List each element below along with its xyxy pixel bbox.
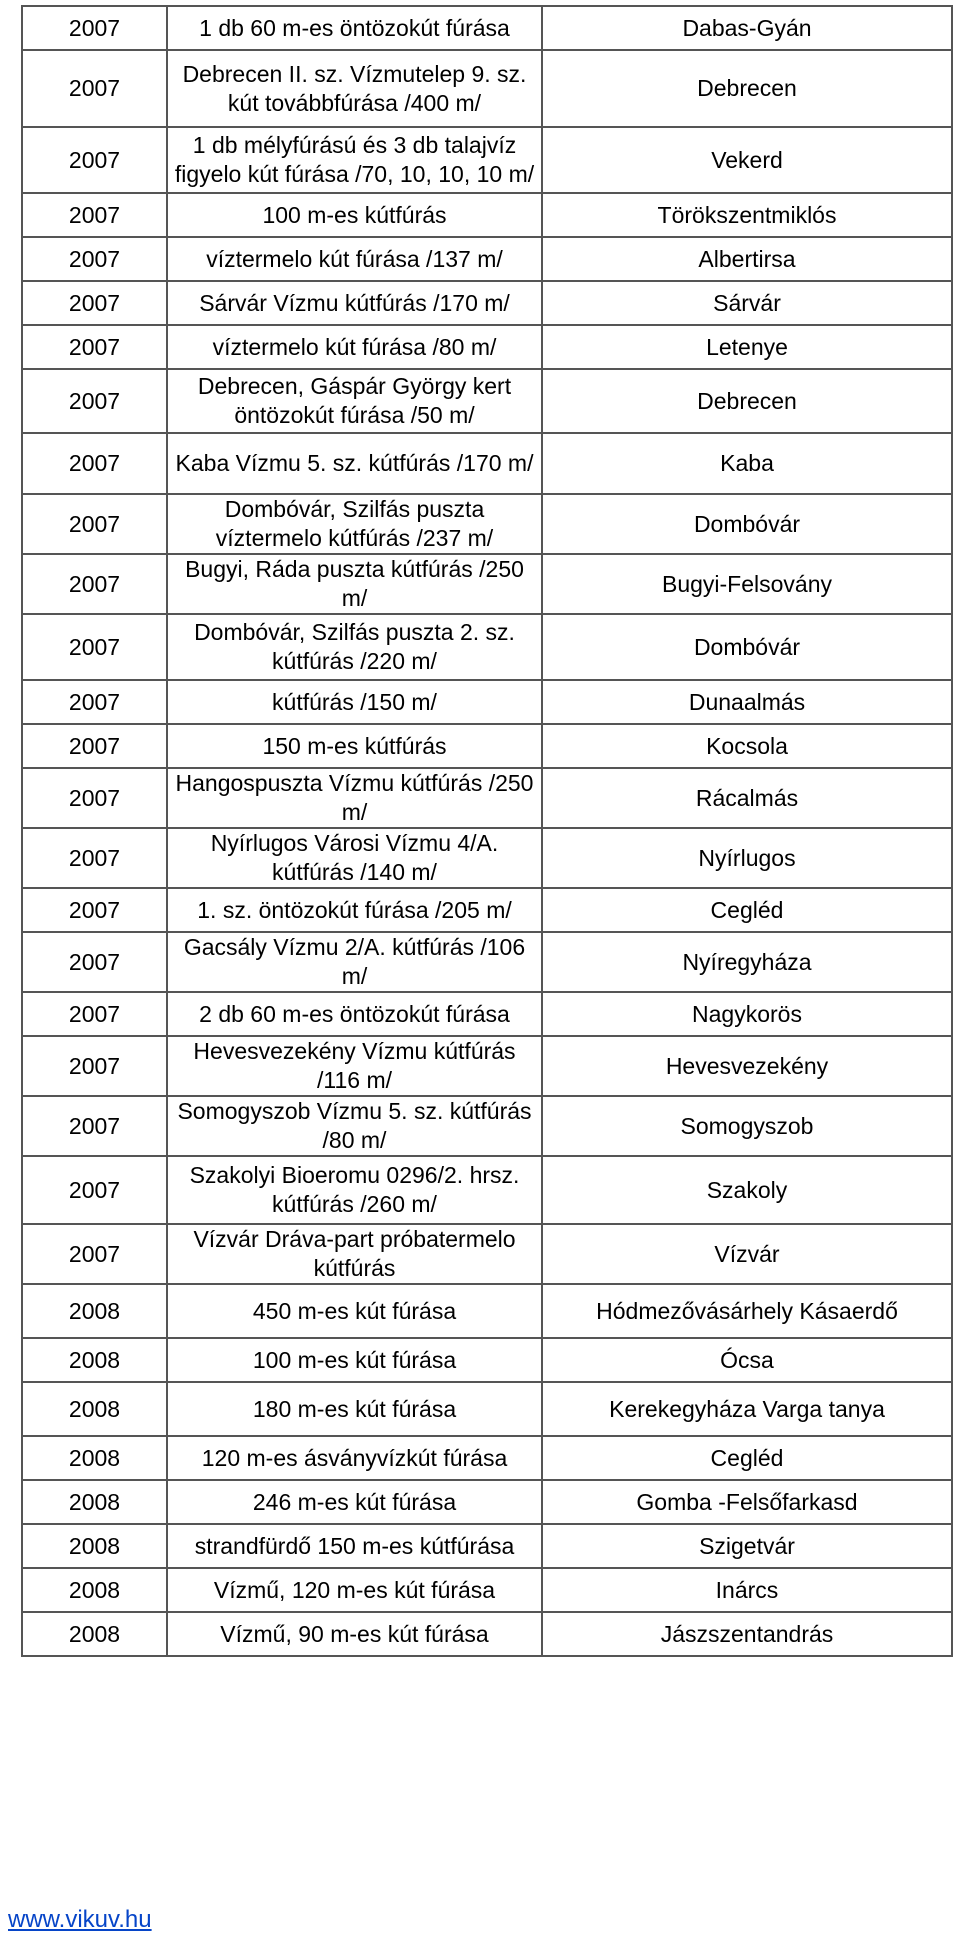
table-row: [22, 932, 952, 992]
year-cell: 2008: [22, 1436, 167, 1480]
year-cell: 2008: [22, 1612, 167, 1656]
description-cell: Vízvár Dráva-part próbatermelo kútfúrás: [167, 1224, 542, 1284]
table-row: [22, 888, 952, 932]
location-cell: Somogyszob: [542, 1096, 952, 1156]
description-cell: 120 m-es ásványvízkút fúrása: [167, 1436, 542, 1480]
description-cell: strandfürdő 150 m-es kútfúrása: [167, 1524, 542, 1568]
description-cell: 1 db 60 m-es öntözokút fúrása: [167, 6, 542, 50]
description-cell: 100 m-es kút fúrása: [167, 1338, 542, 1382]
location-cell: Rácalmás: [542, 768, 952, 828]
location-cell: Vízvár: [542, 1224, 952, 1284]
location-cell: Debrecen: [542, 369, 952, 433]
description-cell: Hangospuszta Vízmu kútfúrás /250 m/: [167, 768, 542, 828]
location-cell: Kaba: [542, 433, 952, 494]
location-cell: Szigetvár: [542, 1524, 952, 1568]
footer-link[interactable]: www.vikuv.hu: [8, 1906, 152, 1933]
table-row: [22, 680, 952, 724]
year-cell: 2007: [22, 369, 167, 433]
description-cell: Vízmű, 120 m-es kút fúrása: [167, 1568, 542, 1612]
location-cell: Dunaalmás: [542, 680, 952, 724]
year-cell: 2007: [22, 6, 167, 50]
location-cell: Debrecen: [542, 50, 952, 127]
description-cell: 246 m-es kút fúrása: [167, 1480, 542, 1524]
table-row: [22, 494, 952, 554]
description-cell: 180 m-es kút fúrása: [167, 1382, 542, 1436]
year-cell: 2007: [22, 724, 167, 768]
year-cell: 2008: [22, 1524, 167, 1568]
table-row: [22, 1524, 952, 1568]
table-row: [22, 237, 952, 281]
table-row: [22, 554, 952, 614]
table-row: [22, 614, 952, 680]
year-cell: 2007: [22, 680, 167, 724]
location-cell: Dombóvár: [542, 494, 952, 554]
year-cell: 2007: [22, 768, 167, 828]
description-cell: Vízmű, 90 m-es kút fúrása: [167, 1612, 542, 1656]
year-cell: 2008: [22, 1480, 167, 1524]
location-cell: Inárcs: [542, 1568, 952, 1612]
table-row: [22, 281, 952, 325]
description-cell: Dombóvár, Szilfás puszta 2. sz. kútfúrás /220 m/: [167, 614, 542, 680]
year-cell: 2007: [22, 127, 167, 193]
year-cell: 2007: [22, 281, 167, 325]
location-cell: Nagykorös: [542, 992, 952, 1036]
year-cell: 2007: [22, 50, 167, 127]
location-cell: Dombóvár: [542, 614, 952, 680]
description-cell: Gacsály Vízmu 2/A. kútfúrás /106 m/: [167, 932, 542, 992]
description-cell: Somogyszob Vízmu 5. sz. kútfúrás /80 m/: [167, 1096, 542, 1156]
table-row: [22, 1096, 952, 1156]
table-row: [22, 6, 952, 50]
description-cell: Dombóvár, Szilfás puszta víztermelo kútfúrás /237 m/: [167, 494, 542, 554]
location-cell: Sárvár: [542, 281, 952, 325]
table-row: [22, 1284, 952, 1338]
description-cell: víztermelo kút fúrása /137 m/: [167, 237, 542, 281]
year-cell: 2007: [22, 888, 167, 932]
description-cell: Hevesvezekény Vízmu kútfúrás /116 m/: [167, 1036, 542, 1096]
location-cell: Vekerd: [542, 127, 952, 193]
year-cell: 2008: [22, 1382, 167, 1436]
table-row: [22, 193, 952, 237]
year-cell: 2007: [22, 1224, 167, 1284]
location-cell: Ócsa: [542, 1338, 952, 1382]
year-cell: 2007: [22, 325, 167, 369]
year-cell: 2007: [22, 494, 167, 554]
location-cell: Dabas-Gyán: [542, 6, 952, 50]
table-row: [22, 1436, 952, 1480]
table-row: [22, 369, 952, 433]
location-cell: Cegléd: [542, 888, 952, 932]
table-row: [22, 1612, 952, 1656]
location-cell: Albertirsa: [542, 237, 952, 281]
table-row: [22, 325, 952, 369]
location-cell: Nyírlugos: [542, 828, 952, 888]
year-cell: 2007: [22, 554, 167, 614]
table-row: [22, 768, 952, 828]
location-cell: Hódmezővásárhely Kásaerdő: [542, 1284, 952, 1338]
year-cell: 2007: [22, 433, 167, 494]
description-cell: Debrecen, Gáspár György kert öntözokút fúrása /50 m/: [167, 369, 542, 433]
table-row: [22, 1382, 952, 1436]
description-cell: 450 m-es kút fúrása: [167, 1284, 542, 1338]
table-row: [22, 828, 952, 888]
table-row: [22, 1480, 952, 1524]
location-cell: Letenye: [542, 325, 952, 369]
location-cell: Jászszentandrás: [542, 1612, 952, 1656]
location-cell: Szakoly: [542, 1156, 952, 1224]
year-cell: 2008: [22, 1284, 167, 1338]
description-cell: Sárvár Vízmu kútfúrás /170 m/: [167, 281, 542, 325]
table-row: [22, 1338, 952, 1382]
table-row: [22, 1224, 952, 1284]
year-cell: 2007: [22, 237, 167, 281]
description-cell: Szakolyi Bioeromu 0296/2. hrsz. kútfúrás /260 m/: [167, 1156, 542, 1224]
year-cell: 2008: [22, 1568, 167, 1612]
year-cell: 2007: [22, 992, 167, 1036]
table-row: [22, 992, 952, 1036]
year-cell: 2007: [22, 828, 167, 888]
location-cell: Kocsola: [542, 724, 952, 768]
table-row: [22, 724, 952, 768]
description-cell: Kaba Vízmu 5. sz. kútfúrás /170 m/: [167, 433, 542, 494]
table-row: [22, 1036, 952, 1096]
description-cell: 2 db 60 m-es öntözokút fúrása: [167, 992, 542, 1036]
location-cell: Bugyi-Felsovány: [542, 554, 952, 614]
table-row: [22, 1568, 952, 1612]
description-cell: Debrecen II. sz. Vízmutelep 9. sz. kút továbbfúrása /400 m/: [167, 50, 542, 127]
well-drilling-table: [21, 5, 953, 1657]
year-cell: 2007: [22, 1096, 167, 1156]
location-cell: Cegléd: [542, 1436, 952, 1480]
table-row: [22, 50, 952, 127]
table-row: [22, 1156, 952, 1224]
table-row: [22, 127, 952, 193]
year-cell: 2007: [22, 932, 167, 992]
description-cell: 1 db mélyfúrású és 3 db talajvíz figyelo kút fúrása /70, 10, 10, 10 m/: [167, 127, 542, 193]
location-cell: Gomba -Felsőfarkasd: [542, 1480, 952, 1524]
location-cell: Nyíregyháza: [542, 932, 952, 992]
year-cell: 2007: [22, 1036, 167, 1096]
year-cell: 2007: [22, 614, 167, 680]
description-cell: 1. sz. öntözokút fúrása /205 m/: [167, 888, 542, 932]
description-cell: Nyírlugos Városi Vízmu 4/A. kútfúrás /140 m/: [167, 828, 542, 888]
description-cell: kútfúrás /150 m/: [167, 680, 542, 724]
year-cell: 2008: [22, 1338, 167, 1382]
location-cell: Kerekegyháza Varga tanya: [542, 1382, 952, 1436]
location-cell: Törökszentmiklós: [542, 193, 952, 237]
table-row: [22, 433, 952, 494]
location-cell: Hevesvezekény: [542, 1036, 952, 1096]
description-cell: víztermelo kút fúrása /80 m/: [167, 325, 542, 369]
description-cell: 100 m-es kútfúrás: [167, 193, 542, 237]
description-cell: Bugyi, Ráda puszta kútfúrás /250 m/: [167, 554, 542, 614]
description-cell: 150 m-es kútfúrás: [167, 724, 542, 768]
year-cell: 2007: [22, 193, 167, 237]
year-cell: 2007: [22, 1156, 167, 1224]
